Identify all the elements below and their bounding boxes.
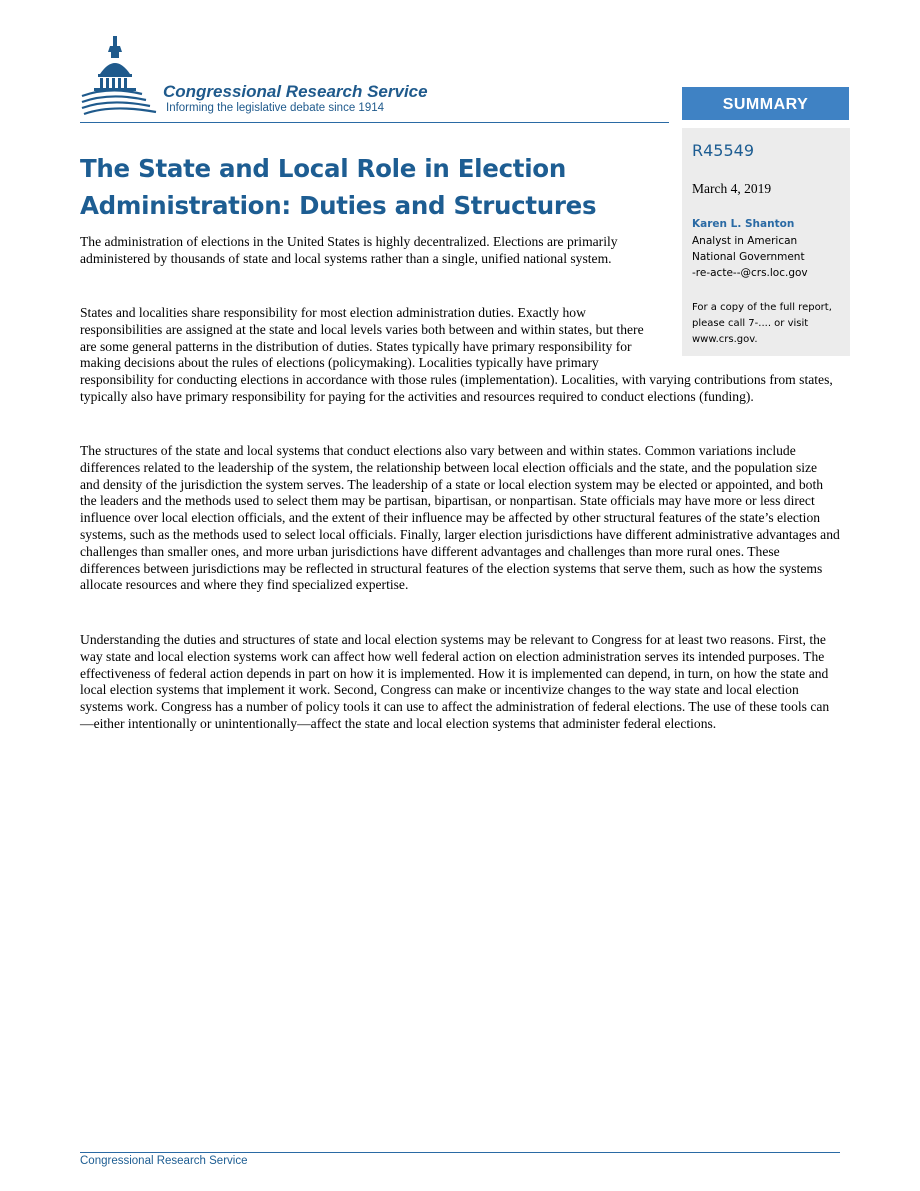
capitol-dome-icon: [80, 34, 160, 122]
sidebar-wrap-spacer: [650, 305, 840, 356]
author-title-line2: National Government: [692, 251, 805, 263]
report-date: March 4, 2019: [692, 181, 772, 196]
body-paragraph: The administration of elections in the United States is highly decentralized. Elections are primarily administered by thousands of state and local systems rather than a single, unified national system.: [80, 234, 618, 266]
page-title: The State and Local Role in Election Administration: Duties and Structures: [80, 154, 597, 220]
author-title-line1: Analyst in American: [692, 235, 798, 247]
org-name: Congressional Research Service: [163, 82, 428, 101]
body-paragraph-wrap: [80, 305, 840, 406]
author-email[interactable]: -re-acte--@crs.loc.gov: [692, 267, 808, 279]
footer-text: Congressional Research Service: [80, 1155, 248, 1167]
author-name: Karen L. Shanton: [692, 218, 795, 230]
body-paragraph: States and localities share responsibility for most election administration duties. Exactly how responsibilities are assigned at the state and local levels varies both between and within states, but there are some general patterns in the distribution of duties. States typically have primary responsibility for making decisions about the rules of elections (policymaking). Localities typically have primary responsibility for conducting elections in accordance with those rules (implementation). Localities, with varying contributions from states, typically also have primary responsibility for paying for the activities and resources required to conduct elections (funding).: [80, 305, 833, 404]
org-tagline: Informing the legislative debate since 1914: [166, 102, 385, 114]
header-divider: [80, 122, 669, 123]
copy-note: For a copy of the full report, please call 7-.... or visit www.crs.gov.: [692, 302, 832, 345]
body-paragraph: Understanding the duties and structures of state and local election systems may be relevant to Congress for at least two reasons. First, the way state and local election systems work can affect how well federal action on election administration serves its intended purposes. The effectiveness of federal action depends in part on how it is implemented. How it is implemented can depend, in turn, on how the state and local election systems that implement it work. Second, Congress can make or incentivize changes to the way state and local election systems work. Congress has a number of policy tools it can use to affect the administration of federal elections. The use of these tools can—either intentionally or unintentionally—affect the state and local election systems that administer federal elections.: [80, 632, 830, 731]
body-paragraph: The structures of the state and local systems that conduct elections also vary between and within states. Common variations include differences related to the leadership of the system, the relationship between local election officials and the state, and the population size and density of the jurisdiction the system serves. The leadership of a state or local election system may be elected or appointed, and both the leaders and the methods used to select them may be partisan, bipartisan, or nonpartisan. State officials may have more or less direct influence over local election officials, and the extent of their influence may be affected by other structural features of the state’s election systems, such as the methods used to select local officials. Finally, larger election jurisdictions have different administrative advantages and challenges than smaller ones, and more urban jurisdictions have different advantages and challenges than more rural ones. These differences between jurisdictions may be reflected in structural features of the election systems that serve them, such as how the systems allocate resources and where they find specialized expertise.: [80, 443, 840, 593]
footer-divider: [80, 1152, 840, 1153]
author-info: [692, 233, 842, 281]
report-number: R45549: [692, 141, 755, 160]
summary-heading: SUMMARY: [682, 87, 849, 120]
